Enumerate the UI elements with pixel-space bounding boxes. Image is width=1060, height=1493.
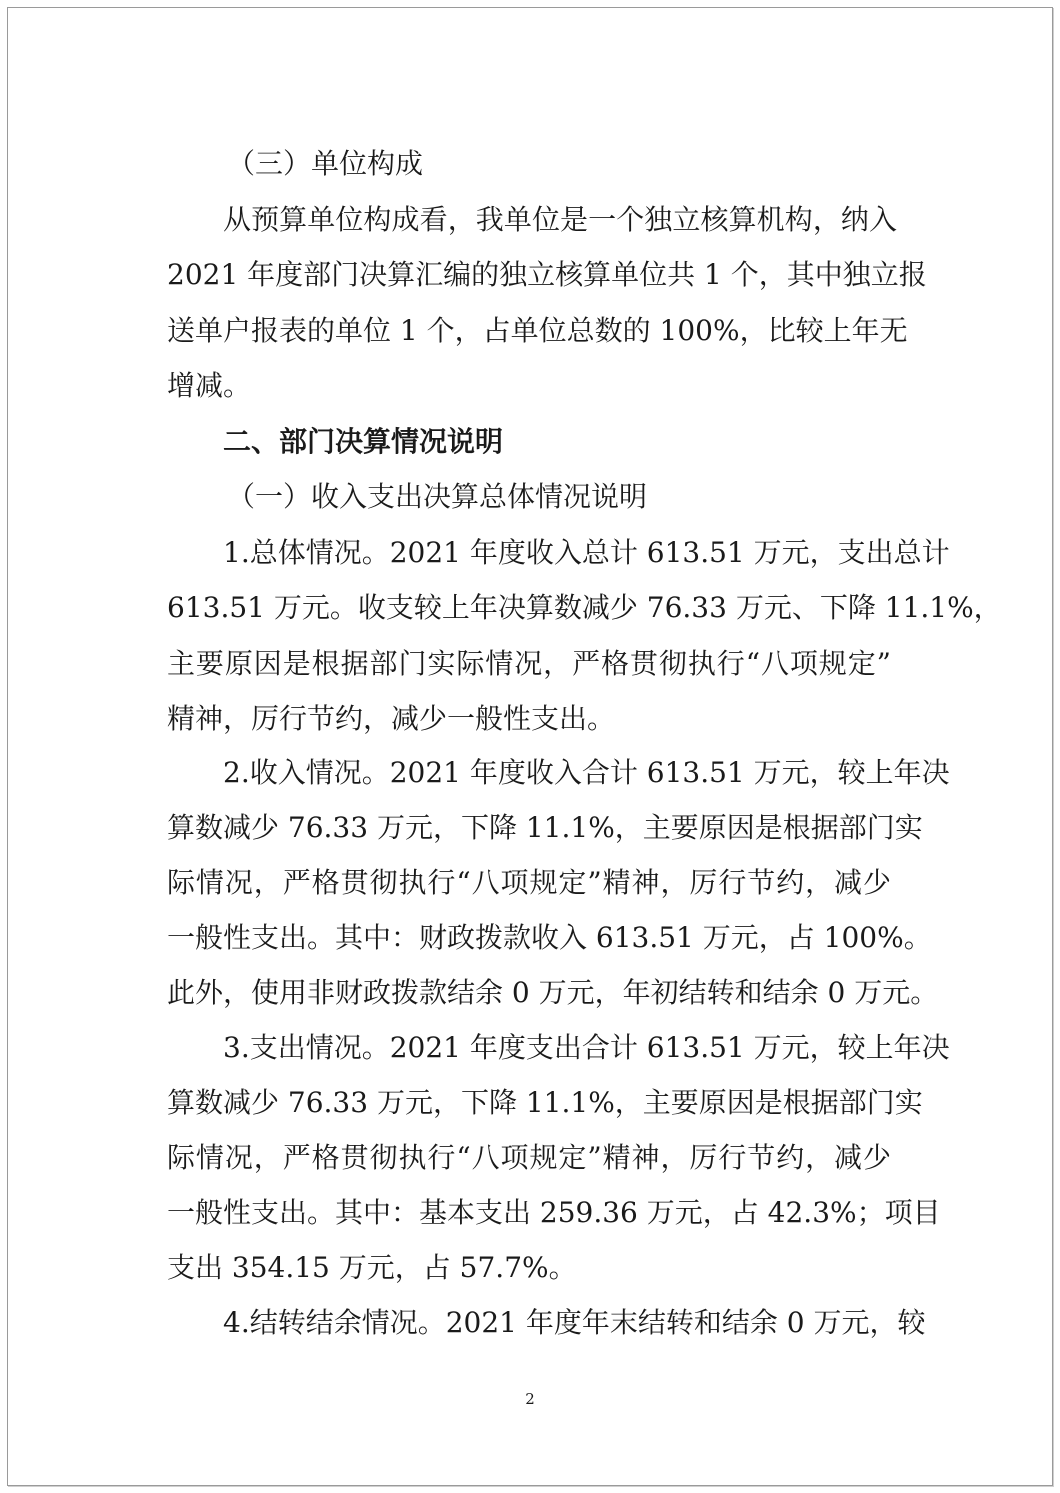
paragraph-line: 613.51 万元。收支较上年决算数减少 76.33 万元、下降 11.1%， (167, 591, 1002, 624)
paragraph-line: 际情况，严格贯彻执行“八项规定”精神，厉行节约，减少 (167, 866, 891, 899)
document-page (7, 7, 1053, 1486)
paragraph-line: 从预算单位构成看，我单位是一个独立核算机构，纳入 (223, 203, 897, 236)
paragraph-line: 主要原因是根据部门实际情况，严格贯彻执行“八项规定” (167, 647, 891, 680)
paragraph-line: 此外，使用非财政拨款结余 0 万元，年初结转和结余 0 万元。 (167, 976, 939, 1009)
paragraph-line: 1.总体情况。2021 年度收入总计 613.51 万元，支出总计 (223, 536, 950, 569)
paragraph-line: 际情况，严格贯彻执行“八项规定”精神，厉行节约，减少 (167, 1141, 891, 1174)
paragraph-line: 算数减少 76.33 万元，下降 11.1%，主要原因是根据部门实 (167, 1086, 923, 1119)
paragraph-line: 增减。 (167, 369, 252, 402)
paragraph-line: 2.收入情况。2021 年度收入合计 613.51 万元，较上年决 (223, 756, 950, 789)
paragraph-line: 一般性支出。其中：财政拨款收入 613.51 万元，占 100%。 (167, 921, 932, 954)
paragraph-line: 4.结转结余情况。2021 年度年末结转和结余 0 万元，较 (223, 1306, 926, 1339)
subsection-heading: （一）收入支出决算总体情况说明 (227, 480, 648, 513)
paragraph-line: 一般性支出。其中：基本支出 259.36 万元，占 42.3%；项目 (167, 1196, 941, 1229)
paragraph-line: 精神，厉行节约，减少一般性支出。 (167, 702, 616, 735)
paragraph-line: 算数减少 76.33 万元，下降 11.1%，主要原因是根据部门实 (167, 811, 923, 844)
paragraph-line: 支出 354.15 万元，占 57.7%。 (167, 1251, 577, 1284)
paragraph-line: 送单户报表的单位 1 个，占单位总数的 100%，比较上年无 (167, 314, 908, 347)
subsection-heading: （三）单位构成 (227, 147, 424, 180)
paragraph-line: 3.支出情况。2021 年度支出合计 613.51 万元，较上年决 (223, 1031, 950, 1064)
paragraph-line: 2021 年度部门决算汇编的独立核算单位共 1 个，其中独立报 (167, 258, 927, 291)
section-heading: 二、部门决算情况说明 (223, 425, 504, 458)
page-number: 2 (525, 1390, 535, 1408)
